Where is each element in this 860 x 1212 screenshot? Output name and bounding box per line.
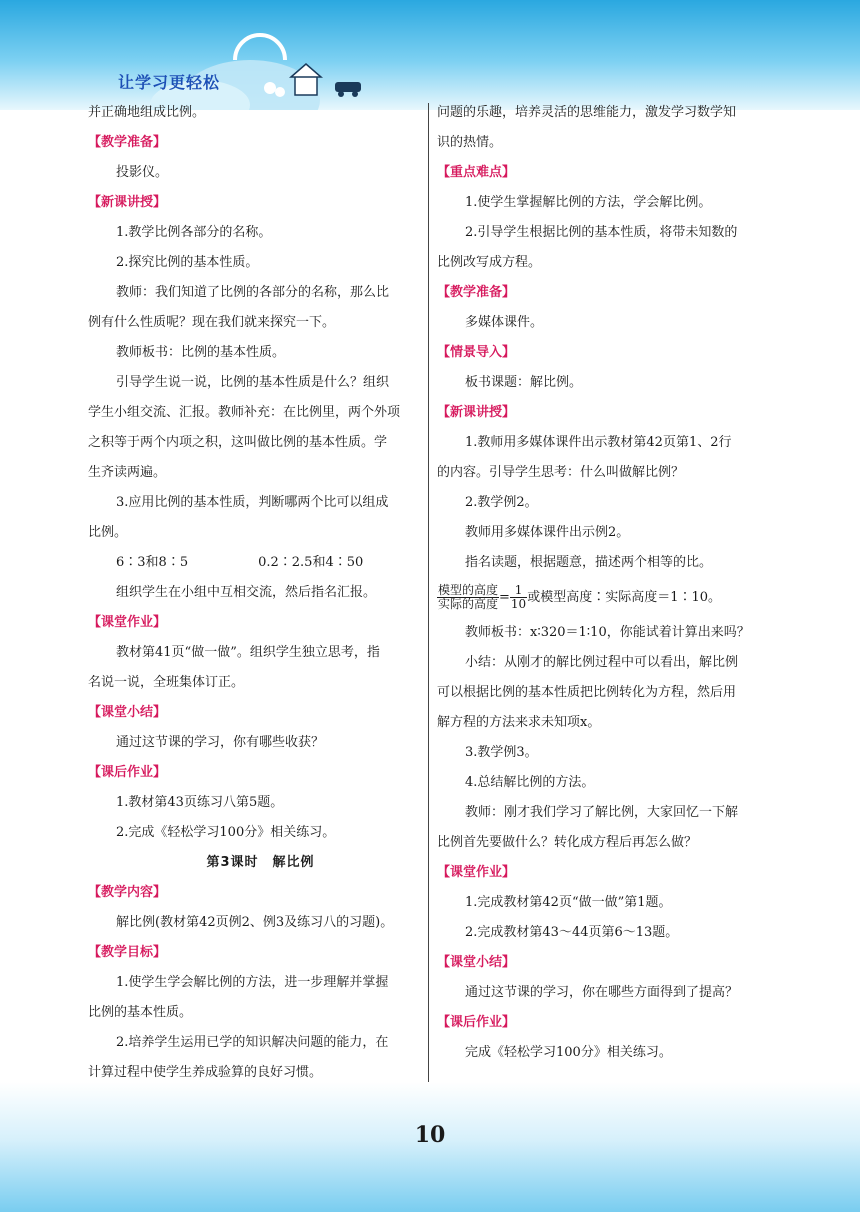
text-line: 解比例(教材第42页例2、例3及练习八的习题)。: [116, 915, 394, 930]
text-line: 比例首先要做什么？转化成方程后再怎么做？: [437, 835, 698, 850]
text-line: 4.总结解比例的方法。: [465, 775, 595, 790]
text-line: 投影仪。: [116, 165, 169, 180]
ratio-line: [88, 548, 433, 578]
text-line: 计算过程中使学生养成验算的良好习惯。: [88, 1065, 323, 1080]
page-number: 10: [414, 1122, 446, 1148]
right-column: [437, 98, 782, 1068]
text-line: 问题的乐趣，培养灵活的思维能力，激发学习数学知: [437, 105, 737, 120]
text-line: 通过这节课的学习，你在哪些方面得到了提高？: [465, 985, 739, 1000]
text-line: 板书课题：解比例。: [465, 375, 583, 390]
fraction-denominator: 10: [510, 597, 527, 611]
text-line: 引导学生说一说，比例的基本性质是什么？组织: [116, 375, 390, 390]
section-heading-homework: 【课堂作业】: [88, 615, 167, 630]
text-line: 3.应用比例的基本性质，判断哪两个比可以组成: [116, 495, 389, 510]
text-line: 学生小组交流、汇报。教师补充：在比例里，两个外项: [88, 405, 401, 420]
text-line: 之积等于两个内项之积，这叫做比例的基本性质。学: [88, 435, 388, 450]
section-heading-prep: 【教学准备】: [437, 285, 516, 300]
section-heading-intro: 【情景导入】: [437, 345, 516, 360]
text-line: 指名读题，根据题意，描述两个相等的比。: [465, 555, 713, 570]
lesson-title: 第3课时 解比例: [206, 855, 315, 870]
text-line: 可以根据比例的基本性质把比例转化为方程，然后用: [437, 685, 737, 700]
section-heading-prep: 【教学准备】: [88, 135, 167, 150]
text-line: 2.完成教材第43～44页第6～13题。: [465, 925, 679, 940]
text-line: 解方程的方法来求未知项x。: [437, 715, 601, 730]
text-line: 1.教学比例各部分的名称。: [116, 225, 272, 240]
ratio-a: 6∶3和8∶5: [116, 555, 189, 570]
text-line: 通过这节课的学习，你有哪些收获？: [116, 735, 325, 750]
text-line: 3.教学例3。: [465, 745, 538, 760]
text-line: 比例的基本性质。: [88, 1005, 193, 1020]
text-line: 2.探究比例的基本性质。: [116, 255, 259, 270]
text-line: 多媒体课件。: [465, 315, 544, 330]
text-line: 的内容。引导学生思考：什么叫做解比例？: [437, 465, 685, 480]
text-line: 例有什么性质呢？现在我们就来探究一下。: [88, 315, 336, 330]
text-line: 2.培养学生运用已学的知识解决问题的能力，在: [116, 1035, 389, 1050]
text-line: 教师：我们知道了比例的各部分的名称，那么比: [116, 285, 390, 300]
fraction-numerator: 1: [510, 584, 527, 598]
text-line: 1.教材第43页练习八第5题。: [116, 795, 284, 810]
fraction-numerator: 模型的高度: [438, 583, 499, 597]
text-line: 教师板书：x∶320＝1∶10，你能试着计算出来吗？: [465, 625, 750, 640]
section-heading-content: 【教学内容】: [88, 885, 167, 900]
text-line: 并正确地组成比例。: [88, 105, 206, 120]
logo-text: 让学习更轻松: [118, 73, 221, 92]
text-line: 生齐读两遍。: [88, 465, 167, 480]
text-line: 名说一说，全班集体订正。: [88, 675, 245, 690]
text-line: 教材第41页“做一做”。组织学生独立思考，指: [116, 645, 380, 660]
fraction-model-over-actual: [437, 584, 499, 611]
text-line: 比例。: [88, 525, 128, 540]
ratio-b: 0.2∶2.5和4∶50: [258, 555, 364, 570]
section-heading-key: 【重点难点】: [437, 165, 516, 180]
section-heading-homework: 【课堂作业】: [437, 865, 516, 880]
text-line: 2.完成《轻松学习100分》相关练习。: [116, 825, 336, 840]
text-line: 组织学生在小组中互相交流，然后指名汇报。: [116, 585, 377, 600]
text-line: 教师板书：比例的基本性质。: [116, 345, 286, 360]
fraction-denominator: 实际的高度: [438, 597, 499, 611]
text-line: 1.完成教材第42页“做一做”第1题。: [465, 895, 672, 910]
section-heading-after: 【课后作业】: [88, 765, 167, 780]
section-heading-new: 【新课讲授】: [437, 405, 516, 420]
text-line: 教师用多媒体课件出示例2。: [465, 525, 630, 540]
text-line: 比例改写成方程。: [437, 255, 542, 270]
left-column: [88, 98, 433, 1118]
text-line: 小结：从刚才的解比例过程中可以看出，解比例: [465, 655, 739, 670]
section-heading-after: 【课后作业】: [437, 1015, 516, 1030]
section-heading-new: 【新课讲授】: [88, 195, 167, 210]
formula-tail: 或模型高度∶实际高度＝1∶10。: [527, 590, 722, 605]
section-heading-goal: 【教学目标】: [88, 945, 167, 960]
equals-sign: =: [499, 590, 510, 605]
ratio-formula: [437, 578, 782, 618]
text-line: 识的热情。: [437, 135, 503, 150]
text-line: 完成《轻松学习100分》相关练习。: [465, 1045, 672, 1060]
text-line: 1.使学生学会解比例的方法，进一步理解并掌握: [116, 975, 389, 990]
text-line: 2.引导学生根据比例的基本性质，将带未知数的: [465, 225, 738, 240]
text-line: 1.使学生掌握解比例的方法，学会解比例。: [465, 195, 712, 210]
section-heading-summary: 【课堂小结】: [437, 955, 516, 970]
fraction-one-tenth: [510, 584, 527, 611]
section-heading-summary: 【课堂小结】: [88, 705, 167, 720]
text-line: 2.教学例2。: [465, 495, 538, 510]
text-line: 教师：刚才我们学习了解比例，大家回忆一下解: [465, 805, 739, 820]
text-line: 1.教师用多媒体课件出示教材第42页第1、2行: [465, 435, 732, 450]
